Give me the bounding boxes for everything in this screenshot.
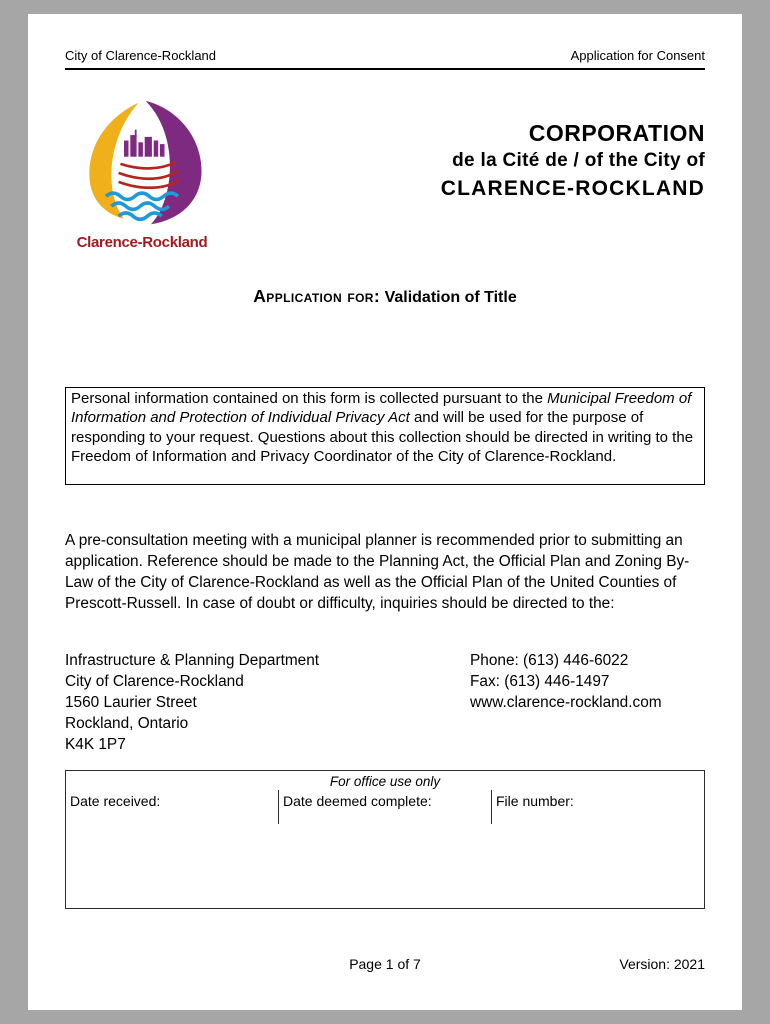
application-for-label: Application for: <box>253 286 381 306</box>
office-use-table <box>65 770 705 909</box>
preconsultation-paragraph: A pre-consultation meeting with a municipal planner is recommended prior to submitting an application. Reference should be made to the Planning Act, the Official Plan and Zoning By-Law of the City of Clarence-Rockland as well as the Official Plan of the United Counties of Prescott-Russell. In case of doubt or difficulty, inquiries should be directed to the: <box>65 532 690 612</box>
header-right-text: Application for Consent <box>570 48 705 63</box>
contact-block <box>65 650 705 755</box>
contact-street: 1560 Laurier Street <box>65 694 197 711</box>
office-field-date-received: Date received: <box>70 793 161 809</box>
title-line-2: de la Cité de / of the City of <box>452 150 705 171</box>
version-label: Version: 2021 <box>619 956 705 972</box>
application-for-heading <box>65 286 705 307</box>
title-line-1: CORPORATION <box>528 120 705 146</box>
contact-address <box>65 650 470 755</box>
contact-fax: Fax: (613) 446-1497 <box>470 673 610 690</box>
city-logo-icon <box>79 99 205 227</box>
office-field-date-deemed-complete: Date deemed complete: <box>278 790 491 824</box>
document-page <box>28 14 742 1010</box>
privacy-text-part1: Personal information contained on this form is collected pursuant to the <box>71 390 548 407</box>
logo-title-row <box>65 99 705 251</box>
website-link[interactable]: www.clarence-rockland.com <box>470 694 662 711</box>
contact-postal-code: K4K 1P7 <box>65 736 126 753</box>
office-use-columns <box>66 790 704 824</box>
contact-department: Infrastructure & Planning Department <box>65 652 320 669</box>
document-footer <box>65 956 705 972</box>
privacy-notice-box <box>65 387 705 485</box>
page-number: Page 1 of 7 <box>349 956 421 972</box>
office-field-file-number: File number: <box>491 790 704 824</box>
privacy-act-name: Municipal Freedom of Information and Protection of Individual Privacy Act <box>71 390 692 427</box>
application-for-value: Validation of Title <box>384 289 517 306</box>
title-line-3: CLARENCE-ROCKLAND <box>440 177 705 200</box>
privacy-text-part2: and will be used for the purpose of responding to your request. Questions about this collection should be directed in writing to the Freedom of Information and Privacy Coordinator of the City of Clarence-Rockland. <box>71 409 694 466</box>
corporation-title <box>213 99 705 251</box>
contact-phone: Phone: (613) 446-6022 <box>470 652 629 669</box>
header-left-text: City of Clarence-Rockland <box>65 48 217 63</box>
contact-city: City of Clarence-Rockland <box>65 673 244 690</box>
city-logo <box>71 99 213 251</box>
document-header <box>65 14 705 70</box>
logo-caption: Clarence-Rockland <box>76 234 208 251</box>
contact-phone-block <box>470 650 705 755</box>
contact-town-province: Rockland, Ontario <box>65 715 189 732</box>
office-use-title: For office use only <box>329 774 441 789</box>
